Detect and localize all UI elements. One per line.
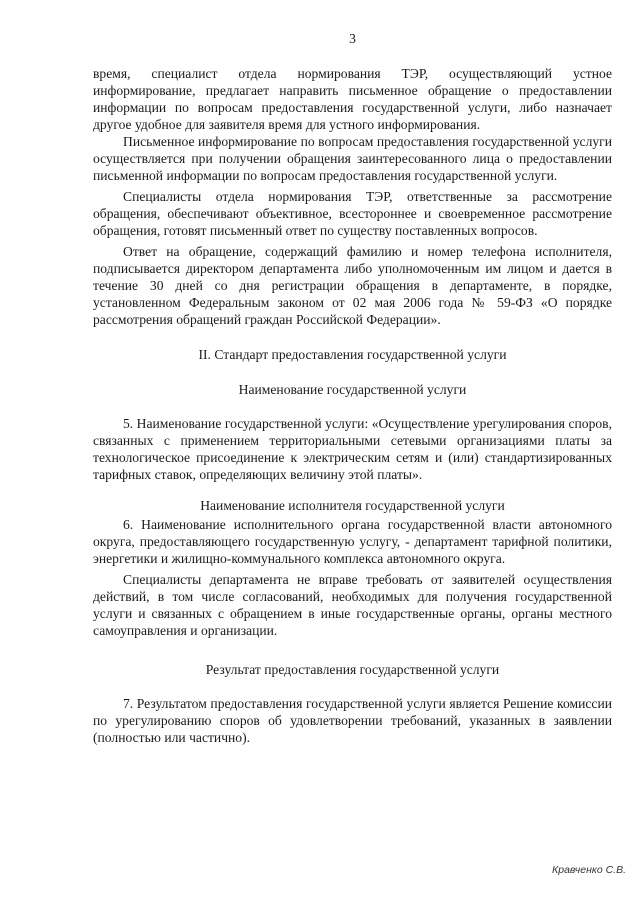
heading-executor-name: Наименование исполнителя государственной услуги [200, 498, 505, 513]
paragraph-written-info: Письменное информирование по вопросам предоставления государственной услуги осуществляется при получении обращения заинтересованного лица о предоставлении письменной информации по вопросам предоставления государственной услуги. [93, 134, 612, 183]
paragraph-oral-info: время, специалист отдела нормирования ТЭР, осуществляющий устное информирование, предлагает направить письменное обращение о предоставлении информации по вопросам предоставления государственной услуги, либо назначает другое удобное для заявителя время для устного информирования. [93, 66, 612, 132]
paragraph-specialists-review: Специалисты отдела нормирования ТЭР, ответственные за рассмотрение обращения, обеспечивают объективное, всестороннее и своевременное рассмотрение обращения, готовят письменный ответ по существу поставленных вопросов. [93, 189, 612, 238]
paragraph-item-6: 6. Наименование исполнительного органа государственной власти автономного округа, предоставляющего государственную услугу, - департамент тарифной политики, энергетики и жилищно-коммунального комплекса автономного округа. [93, 517, 612, 566]
paragraph-answer: Ответ на обращение, содержащий фамилию и номер телефона исполнителя, подписывается директором департамента либо уполномоченным им лицом и дается в течение 30 дней со дня регистрации обращения в департаменте, в порядке, установленном Федеральным законом от 02 мая 2006 года № 59-ФЗ «О порядке рассмотрения обращений граждан Российской Федерации». [93, 244, 612, 327]
heading-result: Результат предоставления государственной услуги [205, 662, 500, 677]
paragraph-specialists-restriction: Специалисты департамента не вправе требовать от заявителей осуществления действий, в том числе согласований, необходимых для получения государственной услуги и связанных с обращением в иные государственные органы, органы местного самоуправления и организации. [93, 572, 612, 638]
author-signature: Кравченко С.В. [552, 864, 626, 876]
section-heading-standard: II. Стандарт предоставления государственной услуги [198, 347, 507, 362]
heading-service-name: Наименование государственной услуги [238, 382, 467, 397]
paragraph-item-7: 7. Результатом предоставления государственной услуги является Решение комиссии по урегулированию споров об удовлетворении требований, указанных в заявлении (полностью или частично). [93, 696, 612, 745]
paragraph-item-5: 5. Наименование государственной услуги: «Осуществление урегулирования споров, связанных с применением территориальными сетевыми организациями платы за технологическое присоединение к электрическим сетям и (или) стандартизированных тарифных ставок, определяющих величину этой платы». [93, 416, 612, 482]
page-number: 3 [349, 31, 356, 46]
